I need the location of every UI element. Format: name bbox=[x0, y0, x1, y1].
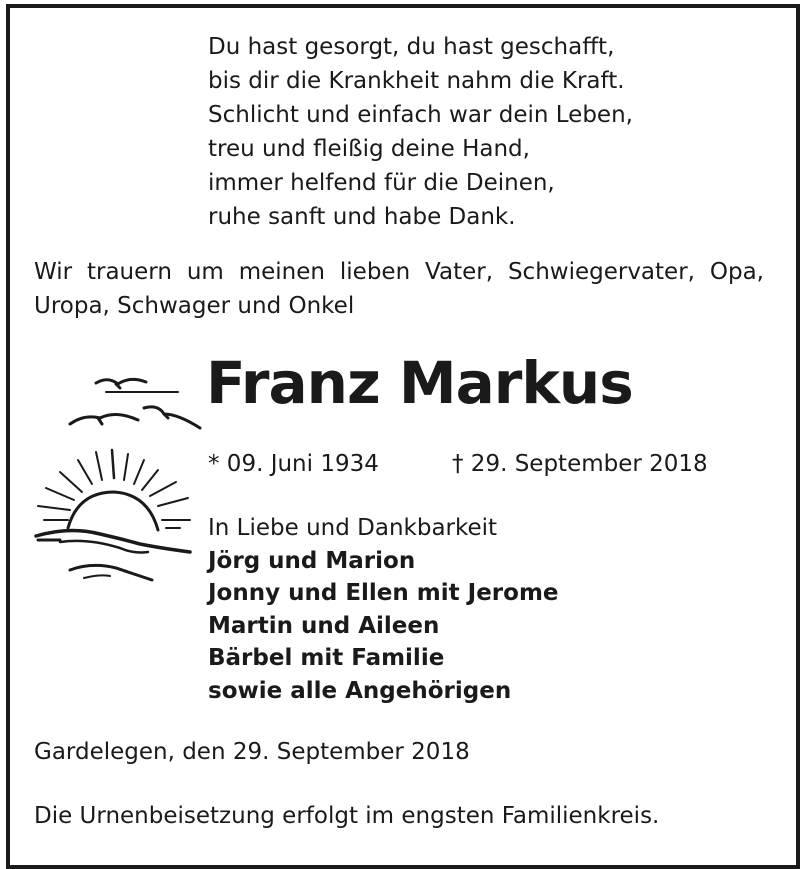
mourner-name: Jonny und Ellen mit Jerome bbox=[208, 580, 559, 606]
mourners-lead: In Liebe und Dankbarkeit bbox=[208, 515, 498, 541]
mourner-name: Jörg und Marion bbox=[208, 547, 416, 574]
death-date: † 29. September 2018 bbox=[452, 451, 708, 477]
mourner-name: Bärbel mit Familie bbox=[208, 645, 445, 671]
mourner-name: Martin und Aileen bbox=[208, 612, 440, 639]
deceased-name: Franz Markus bbox=[206, 349, 633, 417]
mourners-list bbox=[208, 512, 559, 707]
place-date: Gardelegen, den 29. September 2018 bbox=[34, 739, 470, 765]
poem-line: treu und fleißig deine Hand, bbox=[208, 136, 530, 162]
birds-icon bbox=[60, 370, 220, 440]
mourning-statement-line: Uropa, Schwager und Onkel bbox=[34, 293, 355, 319]
poem-line: immer helfend für die Deinen, bbox=[208, 170, 555, 196]
poem bbox=[208, 30, 633, 234]
birth-date: * 09. Juni 1934 bbox=[208, 451, 379, 477]
poem-line: Schlicht und einfach war dein Leben, bbox=[208, 102, 633, 128]
poem-line: bis dir die Krankheit nahm die Kraft. bbox=[208, 68, 625, 94]
poem-line: ruhe sanft und habe Dank. bbox=[208, 204, 516, 230]
mourning-statement-line: Wir trauern um meinen lieben Vater, Schwiegervater, Opa, bbox=[34, 259, 764, 285]
mourner-name: sowie alle Angehörigen bbox=[208, 677, 512, 704]
sunset-icon bbox=[30, 448, 200, 588]
burial-note: Die Urnenbeisetzung erfolgt im engsten Familienkreis. bbox=[34, 803, 660, 829]
poem-line: Du hast gesorgt, du hast geschafft, bbox=[208, 34, 615, 60]
mourning-statement bbox=[34, 255, 764, 323]
